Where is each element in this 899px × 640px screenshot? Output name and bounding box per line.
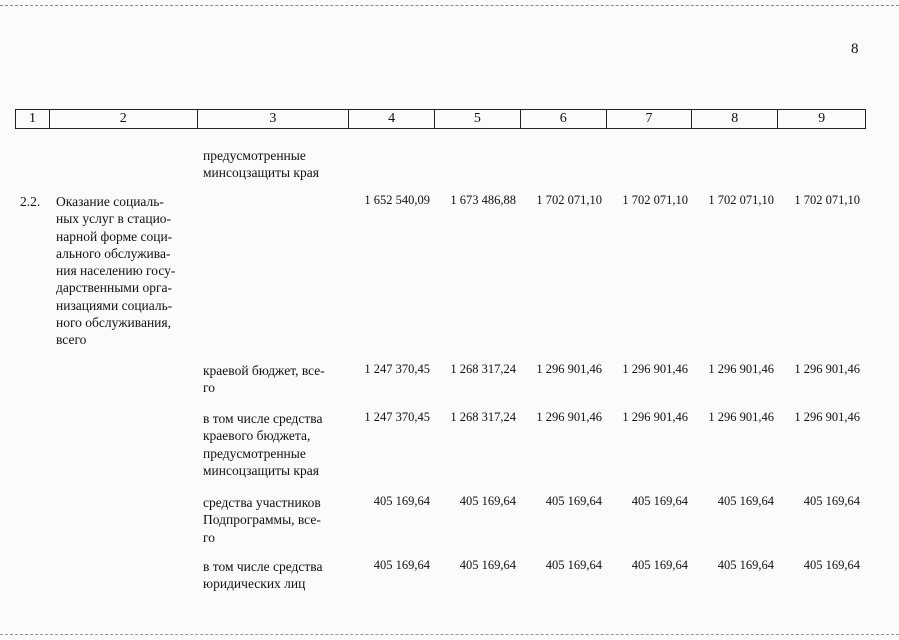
value-cell: 1 702 071,10 xyxy=(622,193,688,207)
value-cell: 1 296 901,46 xyxy=(536,362,602,376)
value-cell: 1 247 370,45 xyxy=(364,362,430,376)
value-cell: 1 268 317,24 xyxy=(450,410,516,424)
section-title-line: низациями социаль- xyxy=(56,297,173,313)
section-title-line: всего xyxy=(56,332,87,348)
row-label-line: предусмотренные xyxy=(203,445,306,461)
section-title-line: ных услуг в стацио- xyxy=(56,211,172,227)
row-label-line: го xyxy=(203,529,215,545)
section-title-line: ния населению госу- xyxy=(56,263,176,279)
header-col-5: 5 xyxy=(435,110,521,128)
value-cell: 1 247 370,45 xyxy=(364,410,430,424)
header-col-2: 2 xyxy=(50,110,198,128)
header-col-9: 9 xyxy=(818,111,826,126)
continuation-line: минсоцзащиты края xyxy=(203,165,319,181)
value-cell: 1 296 901,46 xyxy=(622,410,688,424)
value-cell: 405 169,64 xyxy=(631,558,688,572)
row-label-line: краевого бюджета, xyxy=(203,428,311,444)
value-cell: 405 169,64 xyxy=(373,494,430,508)
value-cell: 405 169,64 xyxy=(373,558,430,572)
header-col-6: 6 xyxy=(521,110,607,128)
value-cell: 1 296 901,46 xyxy=(536,410,602,424)
value-cell: 1 268 317,24 xyxy=(450,362,516,376)
value-cell: 1 673 486,88 xyxy=(450,193,516,207)
value-cell: 1 702 071,10 xyxy=(708,193,774,207)
value-cell: 405 169,64 xyxy=(459,494,516,508)
value-cell: 405 169,64 xyxy=(803,494,860,508)
header-col-3: 3 xyxy=(198,110,350,128)
value-cell: 1 296 901,46 xyxy=(794,362,860,376)
row-label-line: го xyxy=(203,380,215,396)
value-cell: 405 169,64 xyxy=(717,558,774,572)
continuation-text xyxy=(203,147,319,182)
scan-edge-bottom xyxy=(0,634,899,635)
section-title-line: нарной форме соци- xyxy=(56,228,173,244)
value-cell: 405 169,64 xyxy=(459,558,516,572)
header-col-1: 1 xyxy=(16,110,50,128)
row-label-line: юридических лиц xyxy=(203,576,306,592)
section-title-line: Оказание социаль- xyxy=(56,194,164,209)
page-number: 8 xyxy=(851,41,859,57)
value-cell: 1 296 901,46 xyxy=(708,362,774,376)
value-cell: 405 169,64 xyxy=(803,558,860,572)
value-cell: 1 296 901,46 xyxy=(794,410,860,424)
value-cell: 405 169,64 xyxy=(545,494,602,508)
row-label-line: краевой бюджет, все- xyxy=(203,363,325,378)
row-label-line: минсоцзащиты края xyxy=(203,462,319,478)
header-col-4: 4 xyxy=(349,110,435,128)
row-label-line: Подпрограммы, все- xyxy=(203,512,321,528)
value-cell: 1 702 071,10 xyxy=(794,193,860,207)
value-cell: 1 652 540,09 xyxy=(364,193,430,207)
value-cell: 1 296 901,46 xyxy=(622,362,688,376)
row-label xyxy=(203,362,344,397)
row-label xyxy=(203,494,344,546)
header-col-8: 8 xyxy=(692,110,778,128)
row-label-line: средства участников xyxy=(203,495,321,510)
value-cell: 405 169,64 xyxy=(717,494,774,508)
row-label xyxy=(203,410,344,479)
section-title-line: дарственными орга- xyxy=(56,280,172,296)
continuation-line: предусмотренные xyxy=(203,148,306,163)
value-cell: 1 296 901,46 xyxy=(708,410,774,424)
section-title-line: ного обслуживания, xyxy=(56,315,171,331)
table-header-row xyxy=(15,109,866,129)
value-cell: 405 169,64 xyxy=(545,558,602,572)
row-label xyxy=(203,558,344,593)
row-label-line: в том числе средства xyxy=(203,411,323,426)
value-cell: 1 702 071,10 xyxy=(536,193,602,207)
scan-edge-top xyxy=(0,5,899,6)
section-title-line: ального обслужива- xyxy=(56,245,171,261)
row-label-line: в том числе средства xyxy=(203,559,323,574)
header-col-7: 7 xyxy=(607,110,693,128)
section-code: 2.2. xyxy=(20,194,41,209)
section-title xyxy=(56,193,193,349)
value-cell: 405 169,64 xyxy=(631,494,688,508)
